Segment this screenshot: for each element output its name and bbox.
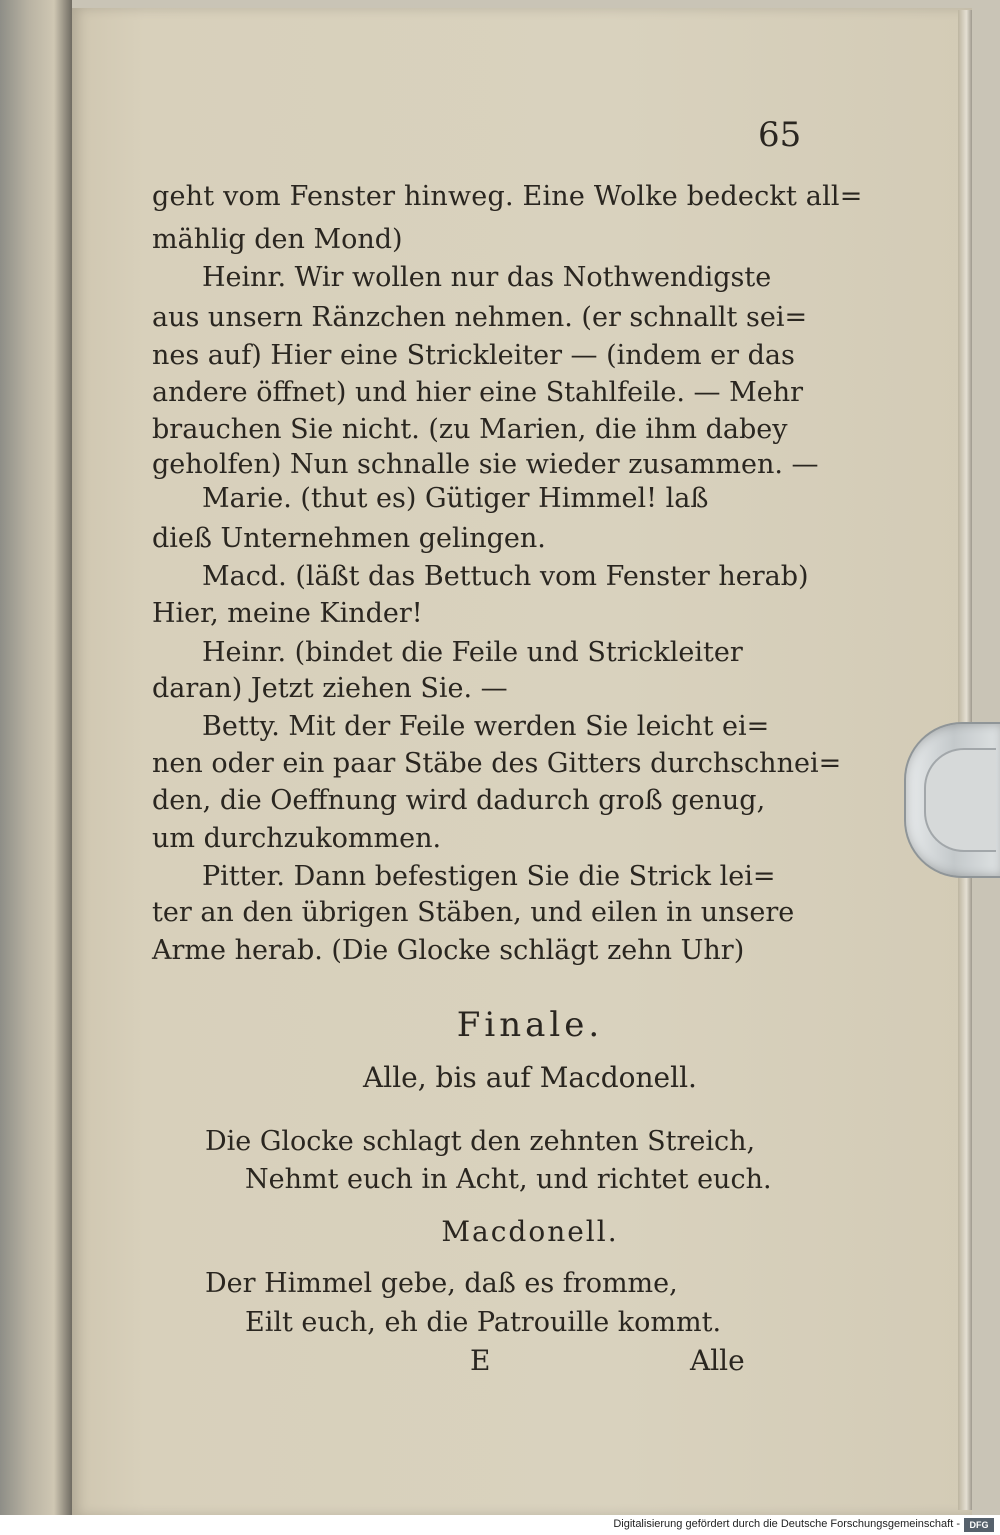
verse-line: Die Glocke schlagt den zehnten Streich, (205, 1126, 756, 1157)
signature-mark: E (470, 1344, 491, 1377)
text-line: daran) Jetzt ziehen Sie. — (152, 673, 508, 704)
verse-line: Nehmt euch in Acht, und richtet euch. (245, 1164, 772, 1195)
finale-subtitle: Alle, bis auf Macdonell. (363, 1061, 697, 1094)
clip-inner-ring (924, 748, 996, 852)
text-line: Macd. (läßt das Bettuch vom Fenster herab) (202, 561, 809, 592)
text-line: geholfen) Nun schnalle sie wieder zusammen. — (152, 449, 819, 480)
text-line: Pitter. Dann befestigen Sie die Strick lei= (202, 861, 776, 892)
text-line: nen oder ein paar Stäbe des Gitters durchschnei= (152, 748, 842, 779)
text-line: geht vom Fenster hinweg. Eine Wolke bedeckt all= (152, 181, 863, 212)
text-line: ter an den übrigen Stäben, und eilen in unsere (152, 897, 795, 928)
text-line: den, die Oeffnung wird dadurch groß genug, (152, 785, 766, 816)
footer-bar (0, 1515, 1000, 1535)
finale-title: Finale. (456, 1005, 604, 1045)
text-line: andere öffnet) und hier eine Stahlfeile. — Mehr (152, 377, 804, 408)
text-line: Hier, meine Kinder! (152, 598, 423, 629)
facing-page-edge (0, 0, 72, 1535)
text-line: dieß Unternehmen gelingen. (152, 523, 546, 554)
page-clip-icon (904, 722, 1000, 878)
text-line: Betty. Mit der Feile werden Sie leicht ei= (202, 711, 770, 742)
text-line: Marie. (thut es) Gütiger Himmel! laß (202, 483, 709, 514)
text-line: um durchzukommen. (152, 823, 442, 854)
page-number: 65 (758, 115, 802, 155)
text-line: nes auf) Hier eine Strickleiter — (indem er das (152, 340, 795, 371)
catchword: Alle (690, 1344, 745, 1377)
footer-credit: Digitalisierung gefördert durch die Deutsche Forschungsgemeinschaft - (613, 1518, 960, 1530)
text-line: brauchen Sie nicht. (zu Marien, die ihm dabey (152, 414, 788, 445)
text-line: Arme herab. (Die Glocke schlägt zehn Uhr) (152, 935, 745, 966)
speaker-name: Macdonell. (441, 1215, 619, 1248)
text-line: aus unsern Ränzchen nehmen. (er schnallt sei= (152, 302, 808, 333)
text-line: Heinr. Wir wollen nur das Nothwendigste (202, 262, 772, 293)
dfg-logo: DFG (964, 1518, 994, 1532)
verse-line: Eilt euch, eh die Patrouille kommt. (245, 1307, 722, 1338)
text-line: Heinr. (bindet die Feile und Strickleiter (202, 637, 743, 668)
text-line: mählig den Mond) (152, 224, 403, 255)
verse-line: Der Himmel gebe, daß es fromme, (205, 1268, 678, 1299)
